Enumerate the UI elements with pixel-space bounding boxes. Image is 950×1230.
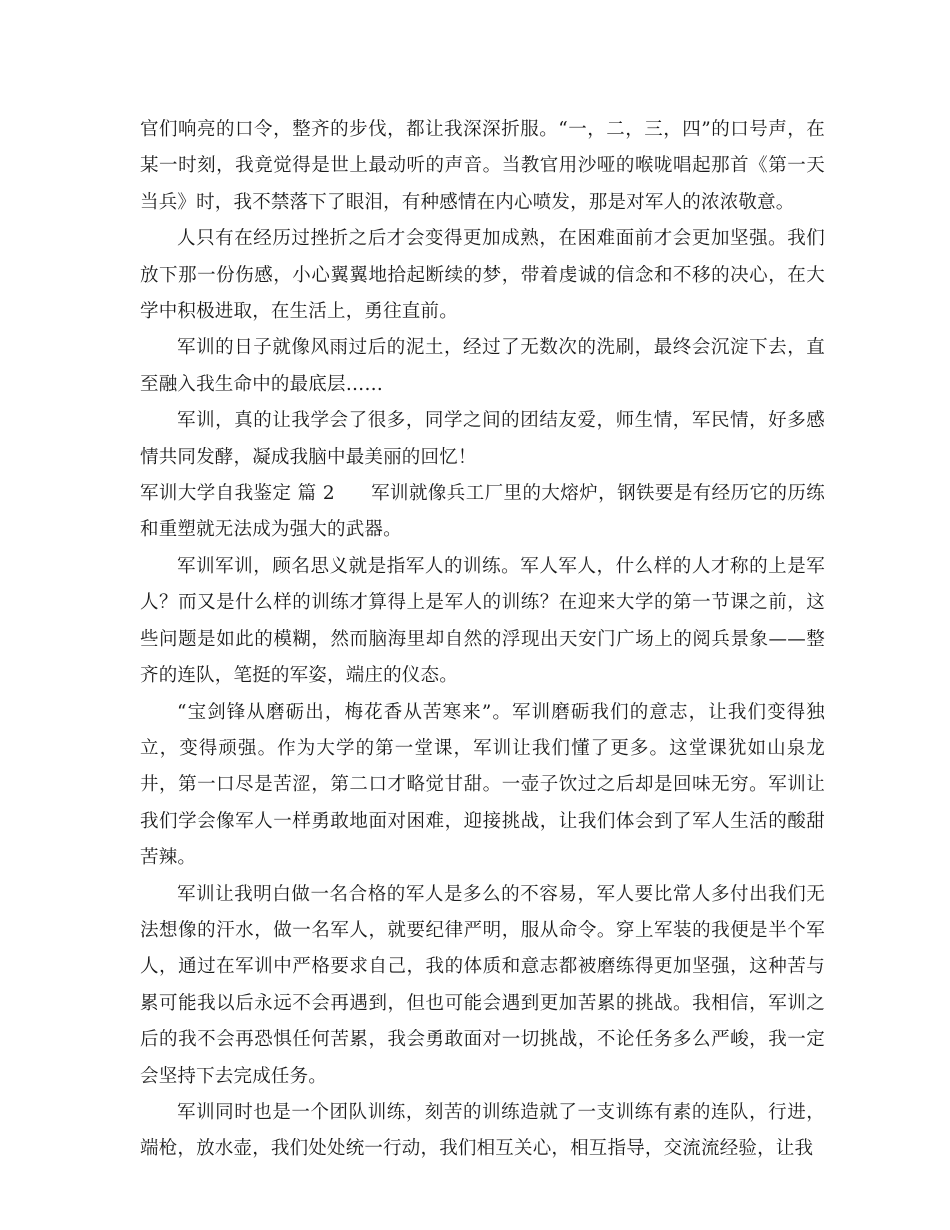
paragraph-definition: 军训军训，顾名思义就是指军人的训练。军人军人，什么样的人才称的上是军人？而又是什么样的训练才算得上是军人的训练？在迎来大学的第一节课之前，这些问题是如此的模糊，然而脑海里却自然的浮现出天安门广场上的阅兵景象——整齐的连队，笔挺的军姿，端庄的仪态。 — [140, 555, 825, 687]
paragraph-team-training: 军训同时也是一个团队训练，刻苦的训练造就了一支训练有素的连队，行进，端枪，放水壶，我们处处统一行动，我们相互关心，相互指导，交流流经验，让我 — [140, 1101, 825, 1160]
paragraph-memory-soil: 军训的日子就像风雨过后的泥土，经过了无数次的洗刷，最终会沉淀下去，直至融入我生命中的最底层…… — [140, 337, 825, 395]
paragraph-sword-proverb: “宝剑锋从磨砺出，梅花香从苦寒来”。军训磨砺我们的意志，让我们变得独立，变得顽强。作为大学的第一堂课，军训让我们懂了更多。这堂课犹如山泉龙井，第一口尽是苦涩，第二口才略觉甘甜。一壶子饮过之后却是回味无穷。军训让我们学会像军人一样勇敢地面对困难，迎接挑战，让我们体会到了军人生活的酸甜苦辣。 — [140, 701, 825, 869]
section-heading: 军训大学自我鉴定 篇 2 — [140, 483, 335, 505]
document-body — [140, 112, 825, 1168]
section-line — [140, 476, 825, 549]
paragraph-continued: 官们响亮的口令，整齐的步伐，都让我深深折服。“一，二，三，四”的口号声，在某一时刻，我竟觉得是世上最动听的声音。当教官用沙哑的喉咙唱起那首《第一天当兵》时，我不禁落下了眼泪，有种感情在内心喷发，那是对军人的浓浓敬意。 — [140, 119, 825, 213]
section-lead: 军训就像兵工厂里的大熔炉，钢铁要是有经历它的历练和重塑就无法成为强大的武器。 — [140, 483, 825, 541]
paragraph-perseverance: 人只有在经历过挫折之后才会变得更加成熟，在困难面前才会更加坚强。我们放下那一份伤感，小心翼翼地拾起断续的梦，带着虔诚的信念和不移的决心，在大学中积极进取，在生活上，勇往直前。 — [140, 228, 825, 323]
paragraph-lessons: 军训，真的让我学会了很多，同学之间的团结友爱，师生情，军民情，好多感情共同发酵，凝成我脑中最美丽的回忆！ — [140, 410, 825, 468]
paragraph-qualified-soldier: 军训让我明白做一名合格的军人是多么的不容易，军人要比常人多付出我们无法想像的汗水，做一名军人，就要纪律严明，服从命令。穿上军装的我便是半个军人，通过在军训中严格要求自己，我的体质和意志都被磨练得更加坚强，这种苦与累可能我以后永远不会再遇到，但也可能会遇到更加苦累的挑战。我相信，军训之后的我不会再恐惧任何苦累，我会勇敢面对一切挑战，不论任务多么严峻，我一定会坚持下去完成任务。 — [140, 883, 825, 1087]
